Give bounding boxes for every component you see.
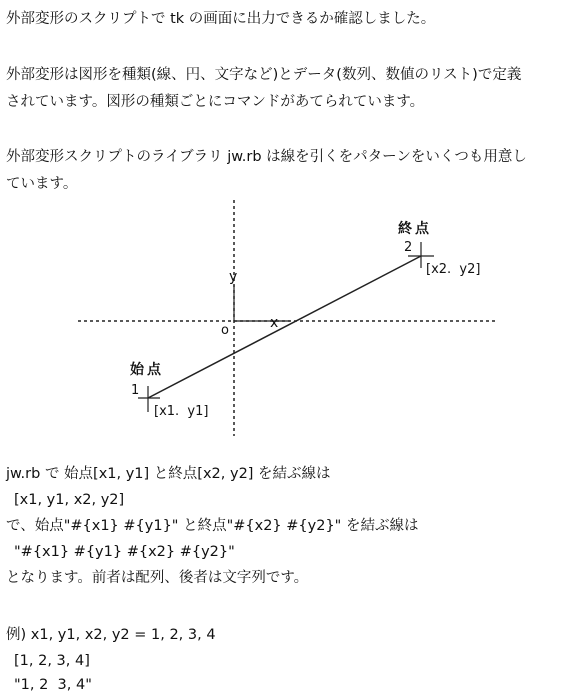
segment-line	[148, 256, 421, 398]
paragraph-3-line-1: 外部変形スクリプトのライブラリ jw.rb は線を引くをパターンをいくつも用意し	[6, 149, 527, 165]
start-point-number: 1	[131, 383, 140, 398]
x-axis-label: x	[270, 315, 279, 331]
y-axis-label: y	[229, 269, 238, 285]
end-point-number: 2	[404, 240, 413, 255]
explanation-line-2: [x1, y1, x2, y2]	[14, 492, 125, 508]
explanation-line-5: となります。前者は配列、後者は文字列です。	[6, 570, 309, 586]
paragraph-2-line-1: 外部変形は図形を種類(線、円、文字など)とデータ(数列、数値のリスト)で定義	[6, 67, 522, 83]
example-line-2: [1, 2, 3, 4]	[14, 653, 90, 669]
paragraph-2-line-2: されています。図形の種類ごとにコマンドがあてられています。	[6, 94, 425, 110]
start-point-label: 始点	[130, 362, 164, 378]
end-point-coord: [x2. y2]	[426, 262, 481, 277]
line-diagram	[0, 196, 586, 446]
start-point-coord: [x1. y1]	[154, 404, 209, 419]
end-point-label: 終点	[398, 221, 432, 237]
example-line-3: "1, 2 3, 4"	[14, 677, 92, 693]
paragraph-3-line-2: ています。	[6, 176, 78, 192]
paragraph-1: 外部変形のスクリプトで tk の画面に出力できるか確認しました。	[6, 11, 436, 27]
example-line-1: 例) x1, y1, x2, y2 = 1, 2, 3, 4	[6, 627, 216, 643]
explanation-line-1: jw.rb で 始点[x1, y1] と終点[x2, y2] を結ぶ線は	[6, 466, 331, 482]
explanation-line-4: "#{x1} #{y1} #{x2} #{y2}"	[14, 544, 235, 560]
explanation-line-3: で、始点"#{x1} #{y1}" と終点"#{x2} #{y2}" を結ぶ線は	[6, 518, 419, 534]
origin-label: o	[221, 323, 229, 338]
